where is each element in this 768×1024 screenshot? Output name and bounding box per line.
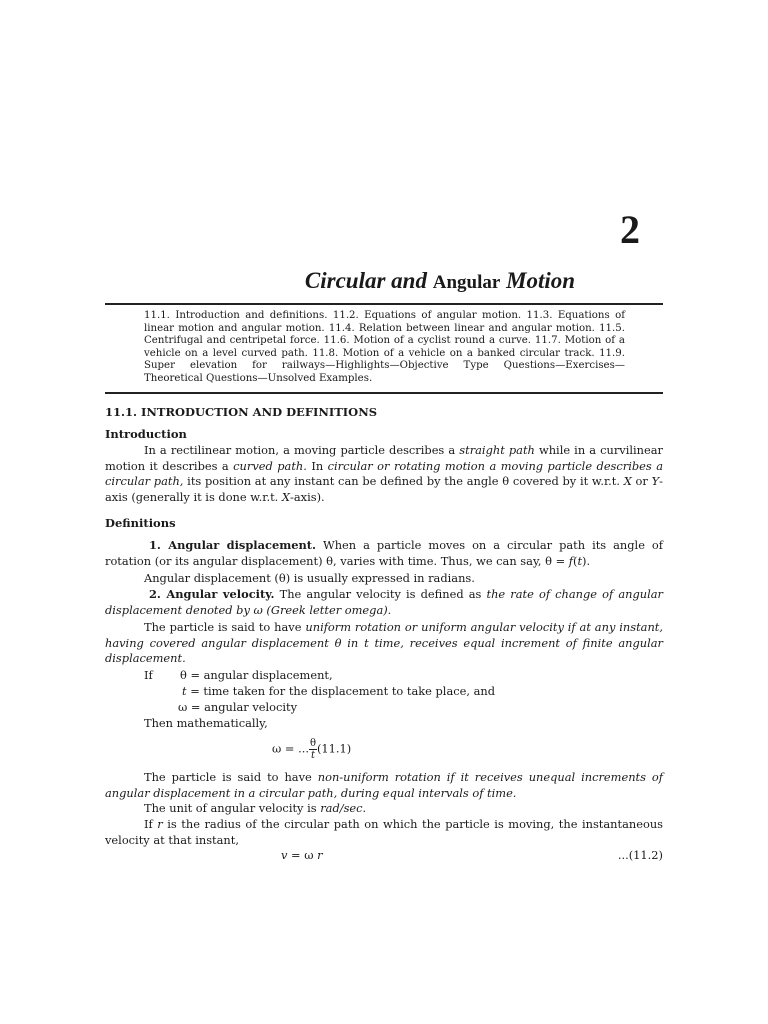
intro-paragraph: In a rectilinear motion, a moving particle describes a straight path while in a curvilinear motion it describes a curved path. In circular or rotating motion a moving particle describes a circular path, its position at any instant can be defined by the angle θ covered by it w.r.t. X or Y-axis (generally it is done w.r.t. X-axis). <box>105 443 664 504</box>
if-time: t = time taken for the displacement to take place, and <box>182 684 496 698</box>
def-angular-displacement: 1. Angular displacement. When a particle moves on a circular path its angle of rotation (or its angular displacement) θ, varies with time. Thus, we can say, θ = f(t). <box>105 538 664 568</box>
def-angular-velocity: 2. Angular velocity. The angular velocity is defined as the rate of change of angular displacement denoted by ω (Greek letter omega). <box>105 587 663 617</box>
section-heading: 11.1. INTRODUCTION AND DEFINITIONS <box>105 405 378 419</box>
top-rule <box>105 303 663 305</box>
then-text: Then mathematically, <box>144 716 268 730</box>
definitions-heading: Definitions <box>105 516 176 530</box>
chapter-contents: 11.1. Introduction and definitions. 11.2. Equations of angular motion. 11.3. Equations of linear motion and angular motion. 11.4. Relation between linear and angular motion. 11.5. Centrifugal and centripetal force. 11.6. Motion of a cyclist round a curve. 11.7. Motion of a vehicle on a level curved path. 11.8. Motion of a vehicle on a banked circular track. 11.9. Super elevation for railways—Highlights—Objective Type Questions—Exercises—Theoretical Questions—Unsolved Examples. <box>144 310 625 384</box>
uniform-rotation-paragraph: The particle is said to have uniform rotation or uniform angular velocity if at any instant, having covered angular displacement θ in t time, receives equal increment of finite angular displacement. <box>105 620 664 666</box>
equation-11-1: ω = ... $\frac{\theta}{t}$ (11.1) <box>272 738 352 761</box>
equation-11-2: v = ω r <box>281 848 323 862</box>
if-theta: θ = angular displacement, <box>180 668 333 682</box>
angular-velocity-unit: The unit of angular velocity is rad/sec. <box>144 801 367 815</box>
if-label: If <box>144 668 153 682</box>
chapter-number: 2 <box>620 207 640 252</box>
equation-11-2-ref: ...(11.2) <box>617 848 663 862</box>
bottom-rule <box>105 392 663 394</box>
intro-heading: Introduction <box>105 427 187 441</box>
def-angular-displacement-note: Angular displacement (θ) is usually expressed in radians. <box>144 571 475 585</box>
non-uniform-rotation-paragraph: The particle is said to have non-uniform rotation if it receives unequal increments of angular displacement in a circular path, during equal intervals of time. <box>105 770 664 800</box>
radius-paragraph: If r is the radius of the circular path on which the particle is moving, the instantaneous velocity at that instant, <box>105 817 663 847</box>
if-omega: ω = angular velocity <box>178 700 298 714</box>
chapter-title: Circular and Angular Motion <box>304 268 576 293</box>
